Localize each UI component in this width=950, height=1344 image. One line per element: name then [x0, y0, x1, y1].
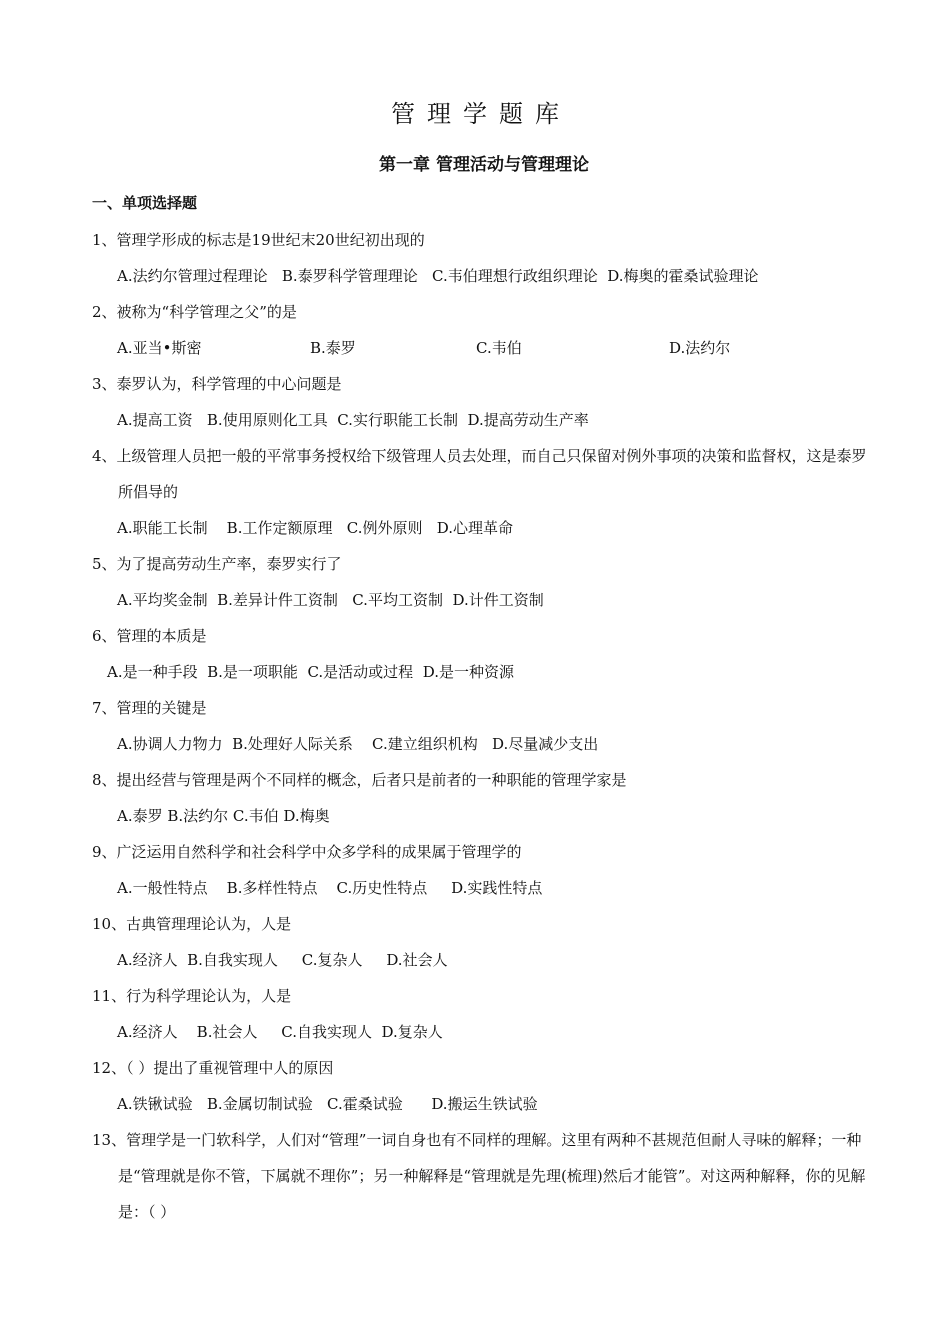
option-d: D.法约尔: [669, 339, 731, 357]
question-options: A.法约尔管理过程理论 B.泰罗科学管理理论 C.韦伯理想行政组织理论 D.梅奥的霍桑试验理论: [117, 267, 759, 285]
question-options: A.泰罗 B.法约尔 C.韦伯 D.梅奥: [117, 807, 330, 825]
question-11: [92, 978, 872, 1050]
question-options: A.经济人 B.社会人 C.自我实现人 D.复杂人: [117, 1023, 443, 1041]
question-9: [92, 834, 872, 906]
question-options: A.经济人 B.自我实现人 C.复杂人 D.社会人: [117, 951, 448, 969]
question-stem: 11、行为科学理论认为，人是: [92, 987, 292, 1005]
question-8: [92, 762, 872, 834]
question-options: A.是一种手段 B.是一项职能 C.是活动或过程 D.是一种资源: [107, 663, 514, 681]
question-stem: 10、古典管理理论认为，人是: [92, 915, 292, 933]
question-stem: 8、提出经营与管理是两个不同样的概念，后者只是前者的一种职能的管理学家是: [92, 771, 627, 789]
chapter-heading: 第一章 管理活动与管理理论: [379, 155, 589, 175]
option-c: C.韦伯: [476, 339, 522, 357]
question-13: [92, 1122, 872, 1230]
question-options: A.一般性特点 B.多样性特点 C.历史性特点 D.实践性特点: [117, 879, 543, 897]
question-options: A.平均奖金制 B.差异计件工资制 C.平均工资制 D.计件工资制: [117, 591, 544, 609]
question-12: [92, 1050, 872, 1122]
question-10: [92, 906, 872, 978]
question-stem: 9、广泛运用自然科学和社会科学中众多学科的成果属于管理学的: [92, 843, 522, 861]
question-stem: 7、管理的关键是: [92, 699, 207, 717]
document-title: 管理学题库: [391, 100, 571, 128]
question-stem: 3、泰罗认为，科学管理的中心问题是: [92, 375, 342, 393]
question-options: [92, 330, 872, 366]
question-2: [92, 294, 872, 366]
question-6: [92, 618, 872, 690]
question-stem: 12、（ ）提出了重视管理中人的原因: [92, 1059, 334, 1077]
question-stem: 2、被称为“科学管理之父”的是: [92, 303, 297, 321]
question-4: [92, 438, 872, 546]
question-stem: 4、上级管理人员把一般的平常事务授权给下级管理人员去处理，而自己只保留对例外事项的决策和监督权，这是泰罗所倡导的: [92, 447, 867, 501]
question-list: [92, 222, 872, 1230]
question-options: A.铁锹试验 B.金属切制试验 C.霍桑试验 D.搬运生铁试验: [117, 1095, 538, 1113]
option-a: A.亚当•斯密: [117, 339, 202, 357]
question-stem: 1、管理学形成的标志是19世纪末20世纪初出现的: [92, 231, 425, 249]
question-stem: 6、管理的本质是: [92, 627, 207, 645]
question-stem: 13、管理学是一门软科学，人们对“管理”一词自身也有不同样的理解。这里有两种不甚规范但耐人寻味的解释；一种是“管理就是你不管，下属就不理你”；另一种解释是“管理就是先理(梳理)然后才能管”。对这两种解释，你的见解是：（ ）: [92, 1131, 866, 1221]
section-heading: 一、单项选择题: [92, 194, 198, 212]
question-options: A.职能工长制 B.工作定额原理 C.例外原则 D.心理革命: [117, 519, 514, 537]
question-options: A.提高工资 B.使用原则化工具 C.实行职能工长制 D.提高劳动生产率: [117, 411, 589, 429]
question-options: A.协调人力物力 B.处理好人际关系 C.建立组织机构 D.尽量减少支出: [117, 735, 599, 753]
question-3: [92, 366, 872, 438]
question-7: [92, 690, 872, 762]
question-stem: 5、为了提高劳动生产率，泰罗实行了: [92, 555, 342, 573]
option-b: B.泰罗: [310, 339, 356, 357]
question-5: [92, 546, 872, 618]
question-1: [92, 222, 872, 294]
